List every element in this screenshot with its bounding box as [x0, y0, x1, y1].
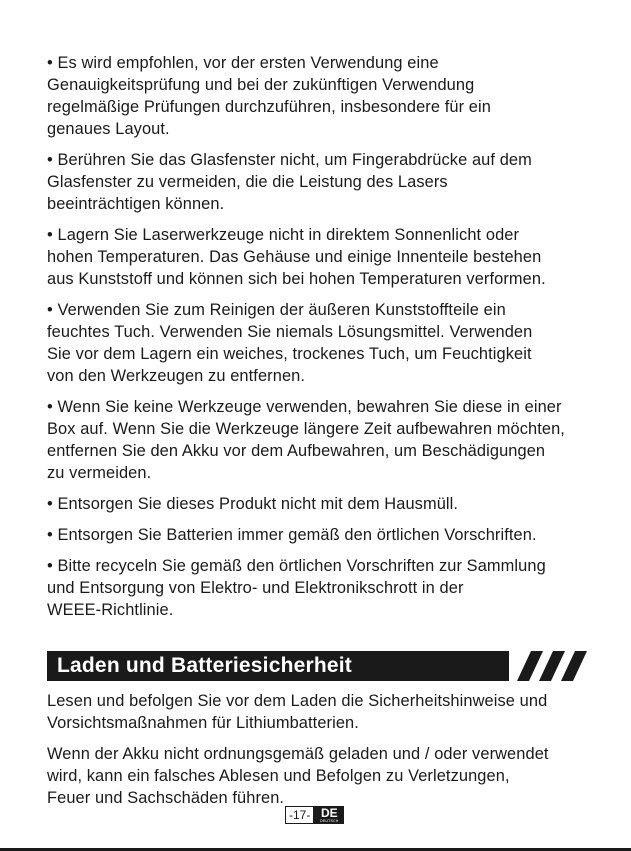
- safety-notes-list: [47, 52, 607, 630]
- bullet-item-line: Genauigkeitsprüfung und bei der zukünftigen Verwendung: [47, 76, 475, 94]
- bullet-item: [47, 224, 607, 290]
- bullet-item: [47, 52, 607, 140]
- section-title: Laden und Batteriesicherheit: [57, 654, 352, 677]
- language-name: DEUTSCH: [320, 819, 339, 823]
- section-paragraph-line: Feuer und Sachschäden führen.: [47, 789, 285, 807]
- section-body: [47, 690, 607, 818]
- page-footer: [285, 806, 344, 824]
- page-number: -17-: [285, 806, 314, 824]
- bullet-item-line: zu vermeiden.: [47, 464, 152, 482]
- bullet-item-line: • Es wird empfohlen, vor der ersten Verwendung eine: [47, 54, 439, 72]
- banner-stripes-decoration: [517, 651, 589, 681]
- bullet-item: [47, 493, 607, 515]
- bullet-item: [47, 149, 607, 215]
- bullet-item: [47, 299, 607, 387]
- bullet-item-line: • Entsorgen Sie Batterien immer gemäß den örtlichen Vorschriften.: [47, 526, 537, 544]
- bullet-item-line: • Lagern Sie Laserwerkzeuge nicht in direktem Sonnenlicht oder: [47, 226, 520, 244]
- bullet-item: [47, 555, 607, 621]
- bullet-item-line: von den Werkzeugen zu entfernen.: [47, 367, 306, 385]
- section-paragraph-line: Lesen und befolgen Sie vor dem Laden die Sicherheitshinweise und: [47, 692, 548, 710]
- language-code: DE: [321, 806, 338, 820]
- section-paragraph: [47, 690, 607, 734]
- bullet-item-line: • Entsorgen Sie dieses Produkt nicht mit dem Hausmüll.: [47, 495, 459, 513]
- bullet-item-line: Glasfenster zu vermeiden, die die Leistung des Lasers: [47, 173, 448, 191]
- bullet-item-line: aus Kunststoff und können sich bei hohen Temperaturen verformen.: [47, 270, 546, 288]
- bullet-item-line: Sie vor dem Lagern ein weiches, trockenes Tuch, um Feuchtigkeit: [47, 345, 532, 363]
- section-paragraph-line: Vorsichtsmaßnahmen für Lithiumbatterien.: [47, 714, 359, 732]
- section-paragraph: [47, 743, 607, 809]
- bullet-item-line: • Verwenden Sie zum Reinigen der äußeren Kunststoffteile ein: [47, 301, 506, 319]
- section-paragraph-line: Wenn der Akku nicht ordnungsgemäß geladen und / oder verwendet: [47, 745, 549, 763]
- bullet-item-line: genaues Layout.: [47, 120, 170, 138]
- bullet-item: [47, 524, 607, 546]
- bullet-item-line: hohen Temperaturen. Das Gehäuse und einige Innenteile bestehen: [47, 248, 542, 266]
- bullet-item-line: WEEE-Richtlinie.: [47, 601, 174, 619]
- bullet-item-line: feuchtes Tuch. Verwenden Sie niemals Lösungsmittel. Verwenden: [47, 323, 533, 341]
- bullet-item: [47, 396, 607, 484]
- section-paragraph-line: wird, kann ein falsches Ablesen und Befolgen zu Verletzungen,: [47, 767, 510, 785]
- bullet-item-line: regelmäßige Prüfungen durchzuführen, insbesondere für ein: [47, 98, 491, 116]
- language-badge: [314, 806, 344, 824]
- bullet-item-line: Box auf. Wenn Sie die Werkzeuge längere Zeit aufbewahren möchten,: [47, 420, 565, 438]
- bullet-item-line: beeinträchtigen können.: [47, 195, 225, 213]
- bullet-item-line: und Entsorgung von Elektro- und Elektronikschrott in der: [47, 579, 464, 597]
- section-banner: [47, 651, 587, 681]
- bullet-item-line: • Berühren Sie das Glasfenster nicht, um Fingerabdrücke auf dem: [47, 151, 532, 169]
- bullet-item-line: entfernen Sie den Akku vor dem Aufbewahren, um Beschädigungen: [47, 442, 546, 460]
- bullet-item-line: • Bitte recyceln Sie gemäß den örtlichen Vorschriften zur Sammlung: [47, 557, 546, 575]
- bullet-item-line: • Wenn Sie keine Werkzeuge verwenden, bewahren Sie diese in einer: [47, 398, 562, 416]
